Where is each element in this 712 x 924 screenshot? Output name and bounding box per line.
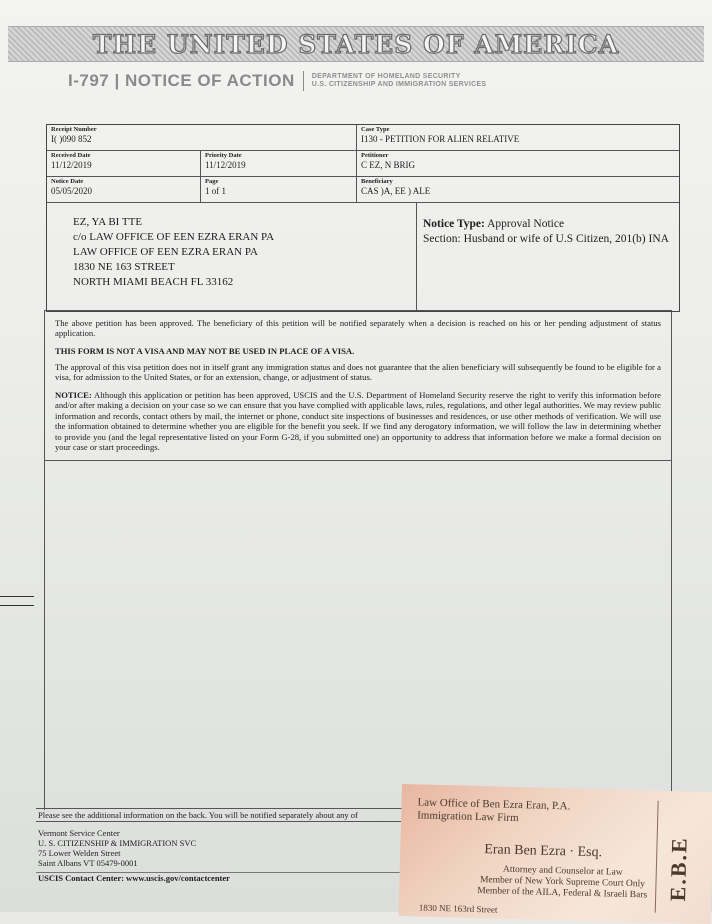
received-date: 11/12/2019: [51, 160, 92, 170]
address-line: 1830 NE 163 STREET: [73, 261, 175, 273]
notice-type: Approval Notice: [487, 218, 565, 230]
receipt-number-label: Receipt Number: [51, 126, 97, 133]
office-line: U. S. CITIZENSHIP & IMMIGRATION SVC: [38, 838, 197, 848]
office-line: 75 Lower Welden Street: [38, 848, 121, 858]
form-title: I-797 | NOTICE OF ACTION: [68, 71, 295, 90]
priority-date-label: Priority Date: [205, 152, 242, 159]
department-line: DEPARTMENT OF HOMELAND SECURITY: [311, 73, 461, 80]
edge-marks: [0, 596, 34, 614]
banner: [8, 26, 704, 62]
address-line: EZ, YA BI TTE: [73, 216, 143, 228]
divider: [45, 310, 671, 311]
attorney-credentials: [457, 863, 668, 901]
contact-center: USCIS Contact Center: www.uscis.gov/contactcenter: [36, 872, 416, 883]
section-label: Section:: [423, 233, 461, 245]
case-type-label: Case Type: [361, 126, 390, 133]
divider: [45, 460, 671, 461]
beneficiary-label: Beneficiary: [361, 178, 393, 185]
service-center-address: [36, 828, 416, 868]
department-name: [312, 73, 487, 89]
card-street: 1830 NE 163rd Street: [418, 902, 498, 915]
notice-date-cell: [47, 177, 201, 203]
form-title-row: [68, 70, 486, 92]
notice-date: 05/05/2020: [51, 186, 93, 196]
footer: [36, 808, 416, 912]
received-date-cell: [47, 151, 201, 177]
banner-title: THE UNITED STATES OF AMERICA: [92, 29, 620, 59]
footer-note: Please see the additional information on the back. You will be notified separately about any of: [36, 808, 416, 822]
address-line: NORTH MIAMI BEACH FL 33162: [73, 276, 234, 288]
credential-line: Member of the AILA, Federal & Israeli Bars: [477, 886, 648, 901]
address-line: c/o LAW OFFICE OF EEN EZRA ERAN PA: [73, 231, 275, 243]
beneficiary-cell: [357, 177, 679, 203]
edge-mark: [0, 596, 34, 597]
edge-mark: [0, 605, 34, 606]
case-type: I130 - PETITION FOR ALIEN RELATIVE: [361, 134, 520, 144]
notice-type-label: Notice Type:: [423, 218, 485, 230]
approval-disclaimer: The approval of this visa petition does not in itself grant any immigration status and does not guarantee that the alien beneficiary will subsequently be found to be eligible for a visa, for admission to the United States, or for an extension, change, or adjustment of status.: [55, 362, 661, 383]
firm-type: Immigration Law Firm: [417, 809, 519, 825]
page-cell: [201, 177, 357, 203]
beneficiary-name: CAS )A, EE ) ALE: [361, 186, 431, 196]
notice-body: [44, 310, 672, 810]
card-monogram: E.B.E: [665, 835, 692, 902]
notice-form: [46, 124, 680, 312]
section-value: Husband or wife of U.S Citizen, 201(b) INA: [463, 233, 669, 245]
card-firm: [417, 796, 570, 826]
verification-notice: [55, 390, 661, 452]
receipt-number-cell: [47, 125, 357, 151]
attorney-name: Eran Ben Ezra · Esq.: [484, 842, 603, 861]
credential-line: Member of New York Supreme Court Only: [479, 875, 646, 890]
mailing-address: [73, 215, 274, 290]
business-card: [399, 784, 712, 924]
approval-paragraph: The above petition has been approved. The beneficiary of this petition will be notified separately when a decision is reached on his or her pending adjustment of status application.: [55, 318, 661, 339]
office-line: Vermont Service Center: [38, 828, 120, 838]
verification-text: Although this application or petition has been approved, USCIS and the U.S. Department of Homeland Security reserve the right to verify this information before and/or after making a decision on your case so we can ensure that you have complied with applicable laws, rules, regulations, and other legal authorities. We may review public information and records, contact others by mail, the internet or phone, conduct site inspections of businesses and residences, or use other methods of verification. We will use the information obtained to determine whether you are eligible for the benefit you seek. If we find any derogatory information, we will follow the law in determining whether to provide you (and the legal representative listed on your Form G-28, if you submitted one) an opportunity to address that information before we make a formal decision on your case or start proceedings.: [55, 390, 661, 453]
notice-type-block: [423, 217, 673, 247]
notice-label: NOTICE:: [55, 390, 92, 400]
visa-warning: THIS FORM IS NOT A VISA AND MAY NOT BE USED IN PLACE OF A VISA.: [55, 346, 355, 356]
office-line: Saint Albans VT 05479-0001: [38, 858, 138, 868]
page-label: Page: [205, 178, 219, 185]
page-number: 1 of 1: [205, 186, 226, 196]
petitioner-name: C EZ, N BRIG: [361, 160, 415, 170]
petitioner-label: Petitioner: [361, 152, 389, 159]
notice-date-label: Notice Date: [51, 178, 84, 185]
credential-line: Attorney and Counselor at Law: [502, 864, 623, 878]
received-date-label: Received Date: [51, 152, 91, 159]
agency-line: U.S. CITIZENSHIP AND IMMIGRATION SERVICES: [311, 81, 487, 88]
receipt-number: I( )090 852: [51, 134, 92, 144]
priority-date-cell: [201, 151, 357, 177]
priority-date: 11/12/2019: [205, 160, 246, 170]
petitioner-cell: [357, 151, 679, 177]
case-type-cell: [357, 125, 679, 151]
firm-name: Law Office of Ben Ezra Eran, P.A.: [417, 796, 571, 813]
address-line: LAW OFFICE OF EEN EZRA ERAN PA: [73, 246, 258, 258]
title-divider: [303, 71, 304, 91]
